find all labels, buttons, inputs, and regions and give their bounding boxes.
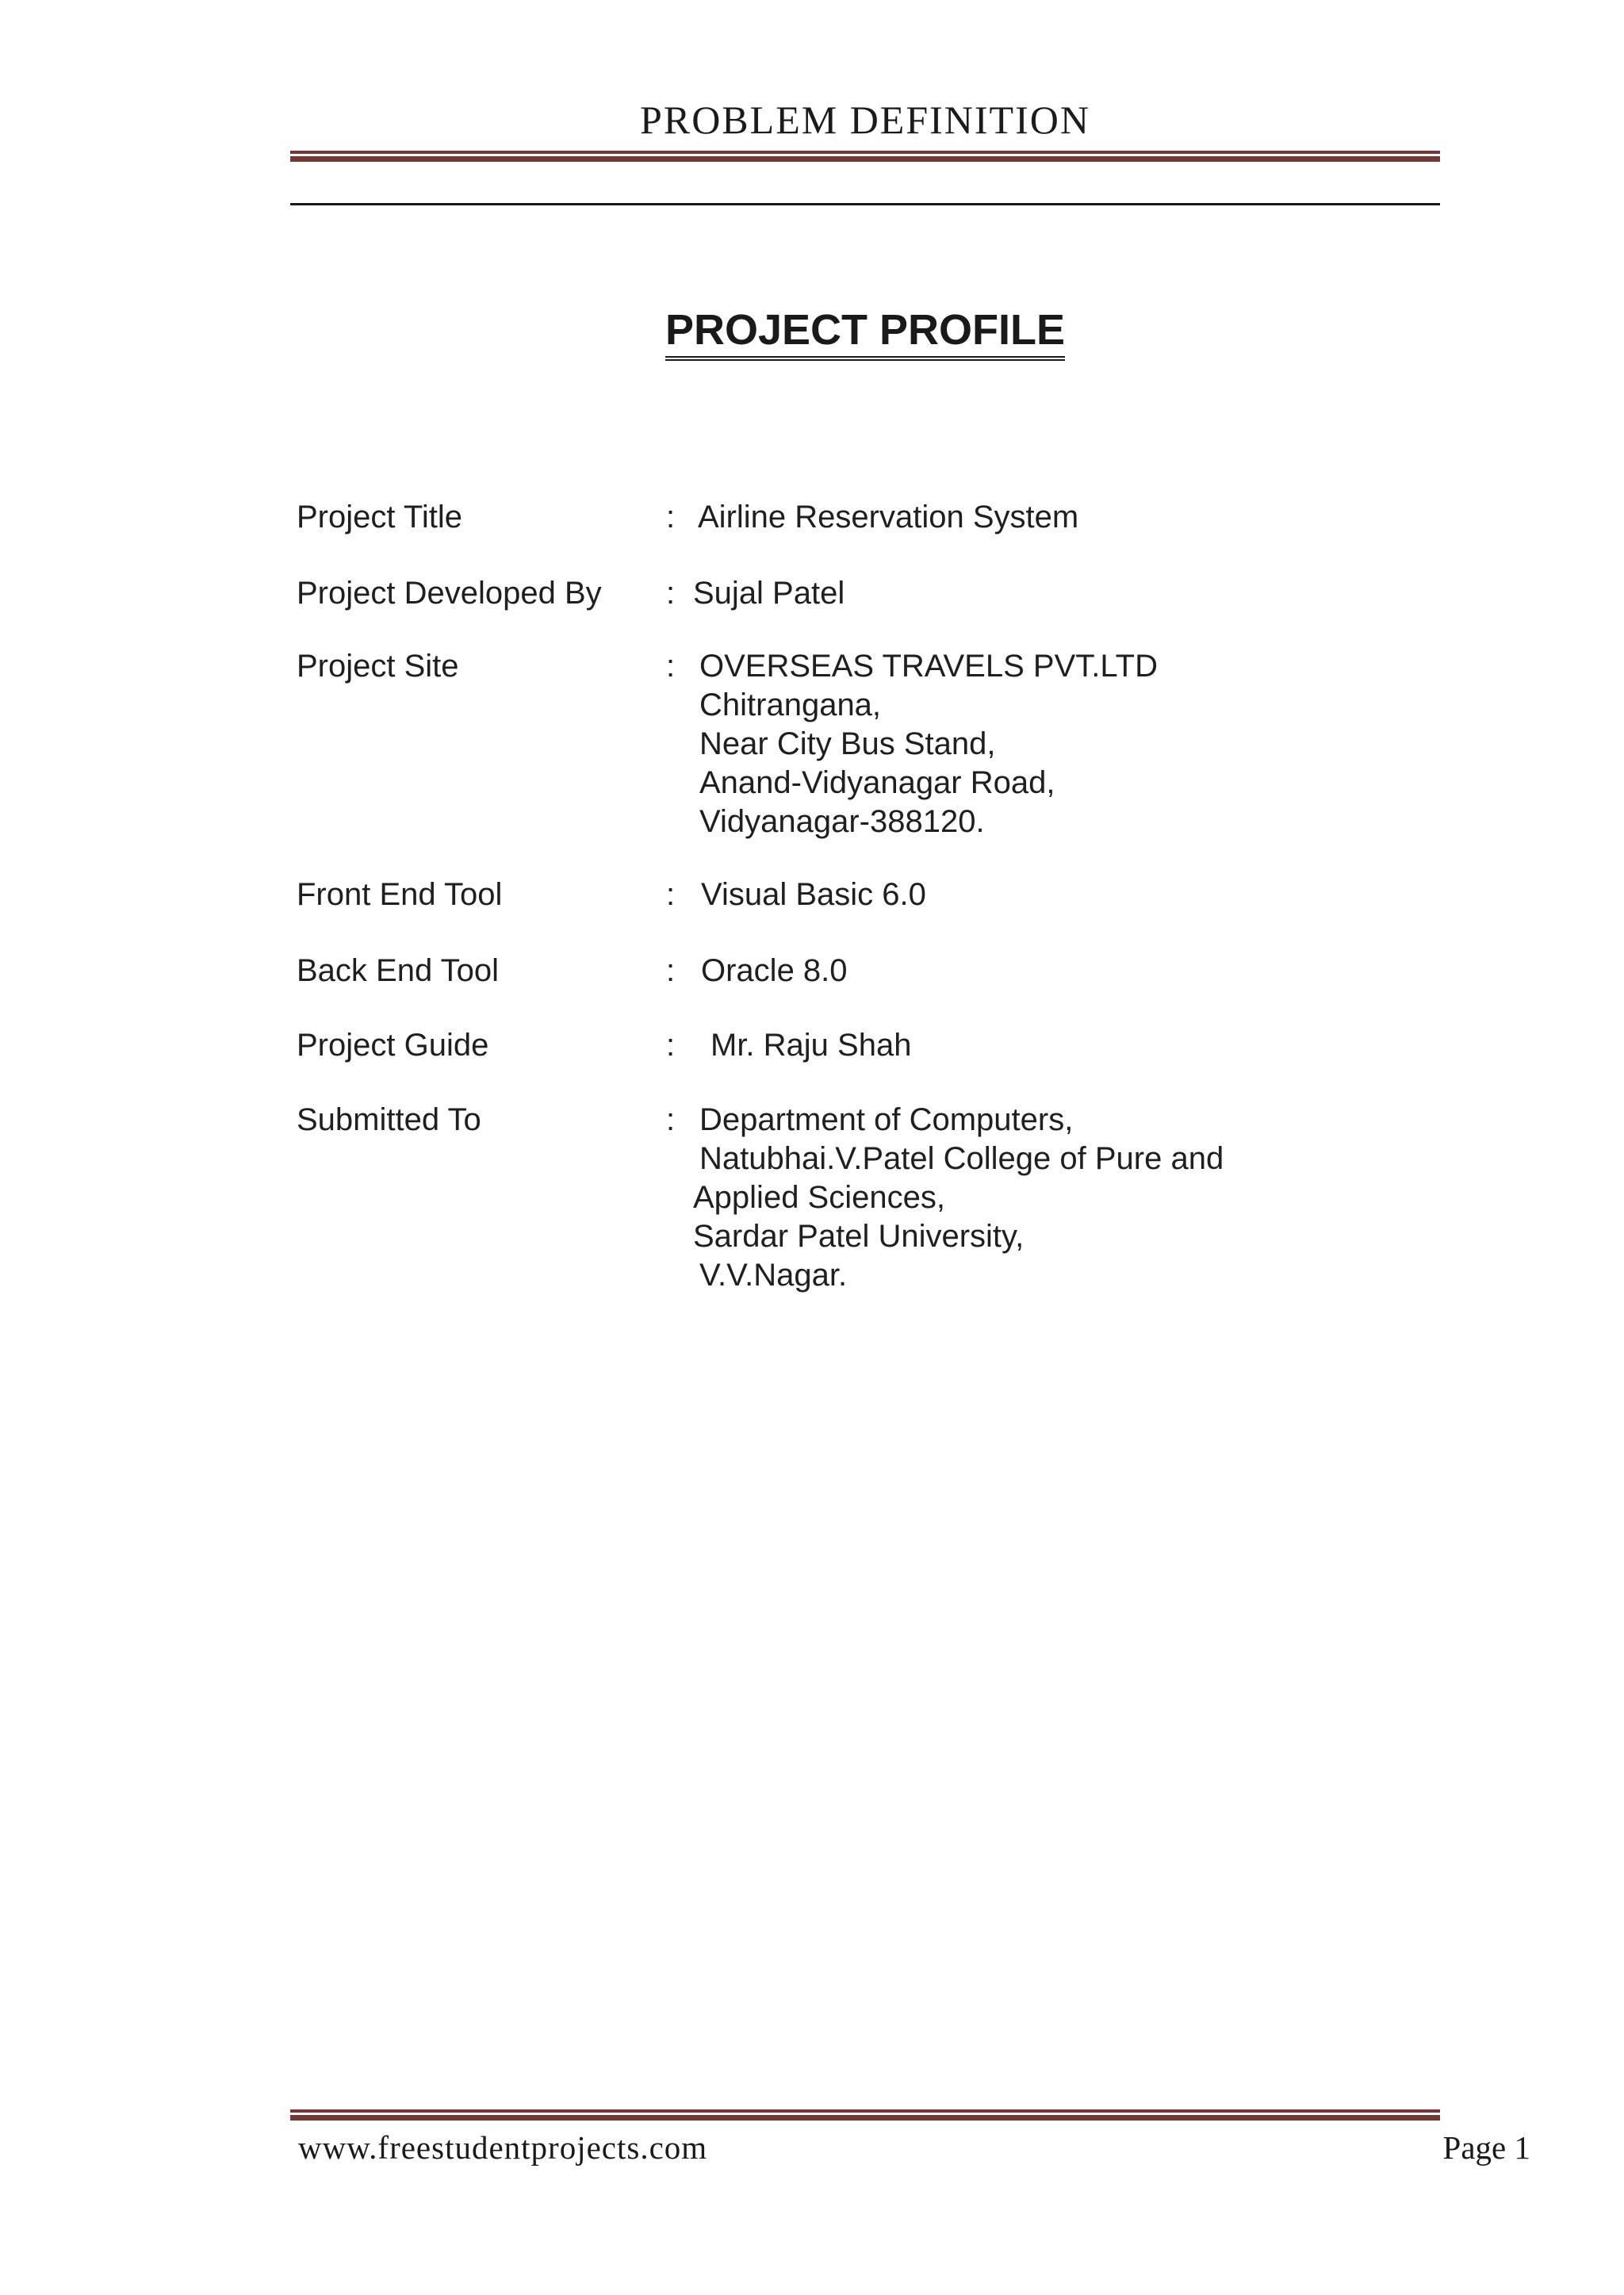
profile-value-line: Mr. Raju Shah (710, 1028, 912, 1063)
profile-values (698, 498, 1078, 537)
profile-label: Project Developed By (297, 576, 602, 611)
profile-value-line: Department of Computers, (699, 1102, 1074, 1137)
profile-values (693, 574, 845, 613)
profile-label: Submitted To (297, 1102, 481, 1137)
profile-colon: : (666, 649, 676, 684)
profile-value-line: Vidyanagar-388120. (699, 804, 985, 839)
profile-label: Back End Tool (297, 953, 499, 988)
document-title (290, 305, 1440, 361)
profile-values (710, 1026, 911, 1065)
profile-values (699, 647, 1158, 841)
profile-colon: : (666, 1028, 676, 1063)
profile-values (701, 875, 926, 914)
profile-value-line: Oracle 8.0 (701, 953, 848, 988)
profile-value-line: Applied Sciences, (693, 1180, 945, 1215)
profile-value-line: Near City Bus Stand, (699, 726, 996, 761)
profile-value-line: Anand-Vidyanagar Road, (699, 765, 1055, 800)
document-title-text: PROJECT PROFILE (665, 308, 1065, 361)
profile-value-line: Visual Basic 6.0 (701, 877, 926, 912)
footer-page-number: Page 1 (1442, 2129, 1530, 2166)
profile-value-line: Airline Reservation System (698, 500, 1079, 534)
profile-colon: : (666, 953, 676, 988)
header-thin-rule (290, 203, 1440, 205)
header-title: PROBLEM DEFINITION (640, 98, 1090, 142)
profile-value-line: V.V.Nagar. (699, 1258, 848, 1293)
profile-colon: : (666, 1102, 676, 1137)
profile-value-line: Sardar Patel University, (693, 1219, 1025, 1254)
profile-value-line: OVERSEAS TRAVELS PVT.LTD (699, 649, 1158, 684)
profile-values (693, 1101, 1224, 1295)
header-double-rule (290, 151, 1440, 162)
profile-label: Front End Tool (297, 877, 503, 912)
profile-label: Project Site (297, 649, 459, 684)
footer-website: www.freestudentprojects.com (298, 2129, 708, 2166)
footer-double-rule (290, 2109, 1440, 2121)
profile-colon: : (666, 500, 676, 534)
profile-value-line: Sujal Patel (693, 576, 845, 611)
profile-label: Project Guide (297, 1028, 489, 1063)
profile-label: Project Title (297, 500, 462, 534)
profile-value-line: Chitrangana, (699, 688, 882, 722)
profile-colon: : (666, 877, 676, 912)
profile-value-line: Natubhai.V.Patel College of Pure and (699, 1141, 1224, 1176)
profile-values (701, 952, 848, 990)
profile-colon: : (666, 576, 676, 611)
